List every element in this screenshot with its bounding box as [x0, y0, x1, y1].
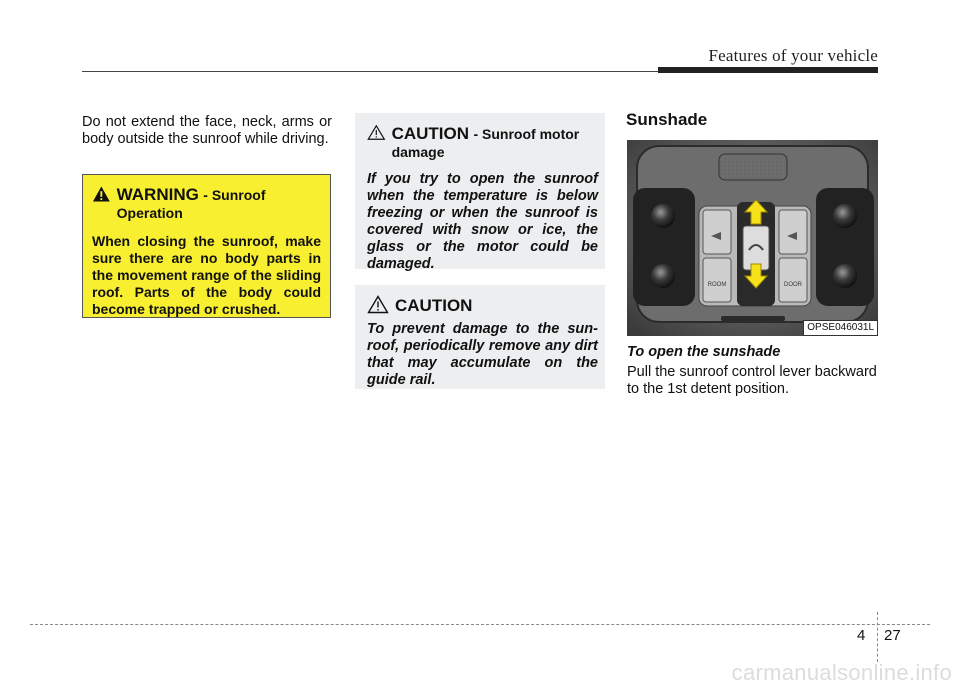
warning-label: WARNING — [116, 185, 199, 204]
image-label: OPSE046031L — [803, 320, 878, 336]
warning-subtitle: - Sunroof Operation — [116, 187, 266, 221]
section-title: Sunshade — [626, 110, 708, 129]
warning-triangle-icon — [92, 185, 111, 203]
sunshade-instruction: Pull the sunroof control lever backward to the 1st detent position. — [627, 364, 877, 397]
caution-triangle-icon — [367, 295, 389, 314]
subsection-title: To open the sunshade — [627, 344, 781, 360]
caution-subtitle: - Sunroof motor damage — [391, 126, 580, 160]
sunroof-console-photo — [627, 140, 878, 336]
caution-text-guide-rail: To prevent damage to the sunroof, periodically remove any dirt that may accumulate on the guide rail. — [367, 321, 598, 388]
chapter-number: 4 — [857, 627, 866, 644]
caution-text-motor: If you try to open the sunroof when the temperature is below freezing or when the sunroof is covered with snow or ice, the glass or the motor could be damaged. — [367, 171, 598, 272]
warning-text: When closing the sunroof, make sure there are no body parts in the movement range of the sliding roof. Parts of the body could become trapped or crushed. — [92, 233, 321, 317]
watermark: carmanualsonline.info — [731, 660, 952, 685]
caution-box-guide-rail — [355, 285, 605, 389]
caution-label: CAUTION — [395, 296, 473, 315]
page-number: 27 — [884, 627, 901, 644]
room-lamp-label: ROOM — [707, 282, 727, 288]
header-accent-bar — [658, 67, 878, 73]
door-lamp-label: DOOR — [784, 282, 802, 288]
caution-triangle-icon — [367, 123, 386, 142]
page-header-title: Features of your vehicle — [708, 46, 878, 65]
overhead-console-illustration — [627, 140, 878, 336]
page-number-divider — [877, 612, 878, 662]
caution-label: CAUTION — [391, 124, 470, 143]
footer-divider — [30, 624, 930, 625]
intro-paragraph: Do not extend the face, neck, arms or body outside the sunroof while driving. — [82, 114, 332, 147]
warning-box — [82, 174, 331, 318]
caution-box-motor — [355, 113, 605, 272]
